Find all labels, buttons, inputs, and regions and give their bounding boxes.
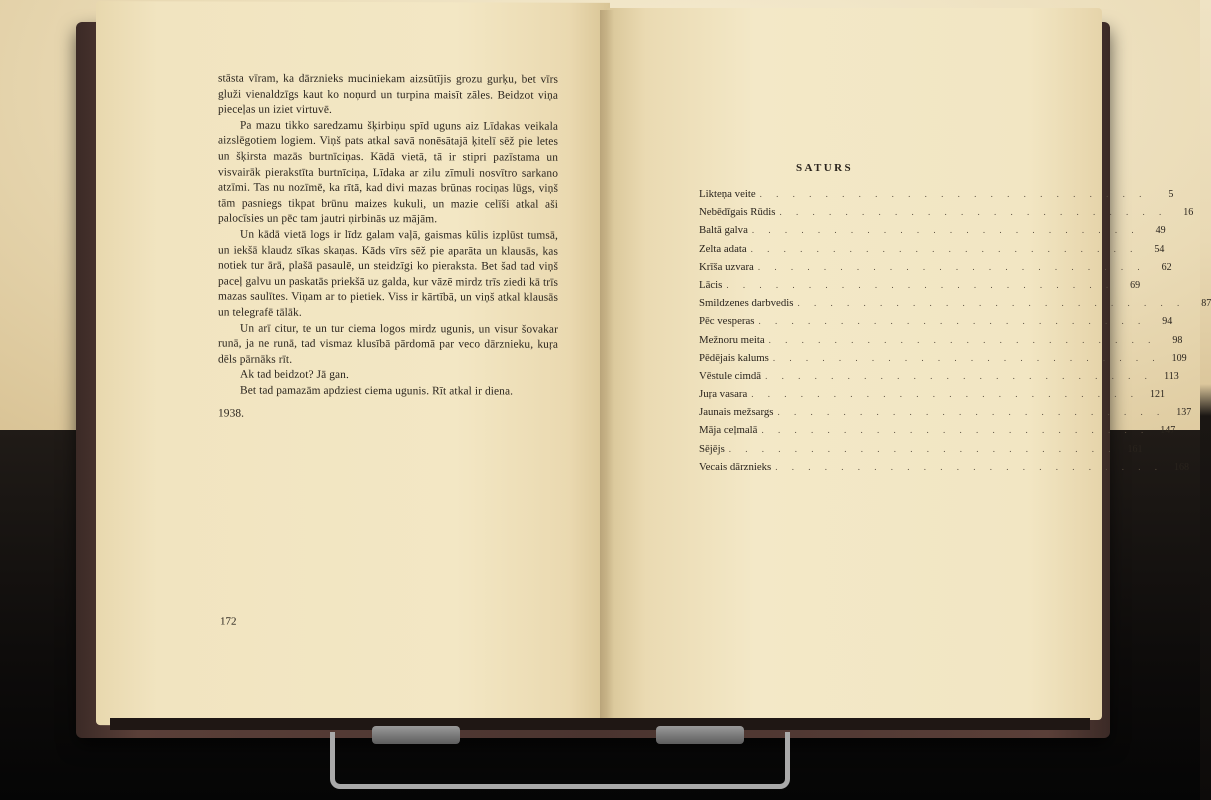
story-text <box>218 72 558 424</box>
toc-entry-title: Krīša uzvara <box>699 260 754 273</box>
toc-entry <box>699 460 1189 479</box>
toc-heading: SATURS <box>796 162 853 174</box>
toc-entry-title: Baltā galva <box>699 224 748 237</box>
toc-entry-title: Lācis <box>699 278 723 291</box>
toc-entry <box>699 442 1143 461</box>
paragraph: Bet tad pamazām apdziest ciema ugunis. Rīt atkal ir diena. <box>240 384 514 398</box>
toc-leader-dots: . . . . . . . . . . . . . . . . . . . . . . . . <box>761 425 1150 436</box>
toc-leader-dots: . . . . . . . . . . . . . . . . . . . . . . . . <box>726 279 1115 290</box>
toc-entry <box>699 351 1187 370</box>
toc-entry-title: Vēstule cimdā <box>699 369 762 382</box>
toc-entry-title: Likteņa veite <box>699 188 756 200</box>
toc-entry-page: 5 <box>1168 189 1174 200</box>
toc-entry-title: Vecais dārznieks <box>699 460 772 473</box>
toc-entry <box>699 406 1192 424</box>
toc-entry <box>699 388 1166 406</box>
book-gutter <box>600 10 614 722</box>
toc-entry-page: 121 <box>1150 389 1166 401</box>
toc-entry <box>699 297 1211 315</box>
right-page <box>606 8 1211 720</box>
toc-entry-page: 54 <box>1154 243 1165 255</box>
toc-entry-page: 168 <box>1174 461 1189 473</box>
toc-entry <box>699 188 1174 206</box>
toc-entry-page: 161 <box>1127 443 1143 455</box>
toc-leader-dots: . . . . . . . . . . . . . . . . . . . . . . . . <box>758 316 1147 327</box>
paragraph: stāsta vīram, ka dārznieks muciniekam aizsūtījis grozu gurķu, bet vīrs gluži vienaldzīgs kaut ko noņurd un turpina maisīt zāles. Beidzot viņa pieceļas un iziet virtuvē. <box>218 72 558 117</box>
toc-entry-title: Jaunais mežsargs <box>699 406 774 419</box>
stand-clip-left <box>372 726 460 744</box>
toc-leader-dots: . . . . . . . . . . . . . . . . . . . . . . . . <box>797 298 1186 309</box>
toc-entry-page: 137 <box>1176 407 1192 419</box>
toc-leader-dots: . . . . . . . . . . . . . . . . . . . . . . . . <box>777 407 1166 418</box>
toc-entry-title: Sējējs <box>699 442 725 455</box>
toc-leader-dots: . . . . . . . . . . . . . . . . . . . . . . . . <box>751 389 1140 400</box>
toc-entry-page: 69 <box>1130 279 1141 291</box>
toc-entry <box>699 333 1183 352</box>
toc-entry <box>699 206 1194 224</box>
toc-entry <box>699 260 1172 279</box>
paragraph: Un kādā vietā logs ir līdz galam vaļā, gaismas kūlis izplūst tumsā, un iekšā klaudz sīkas skaņas. Kāds vīrs sēž pie aparāta un klausās, kas notiek tur ārā, plašā pasaulē, un steidzīgi ko pieraksta. Bet šad tad viņš paceļ galvu un paskatās priekšā uz galda, kur vāzē mirdz trīs ziedi kā trīs mazas saulītes. Viņam ar to pietiek. Viss ir kārtībā, un viņš atkal klausās un telegrafē tālāk. <box>218 228 558 319</box>
toc-entry-title: Smildzenes darbvedis <box>699 297 794 310</box>
toc-entry-page: 87 <box>1201 298 1211 310</box>
toc-entry-page: 113 <box>1164 370 1179 382</box>
page-number: 172 <box>220 615 237 628</box>
toc-entry-page: 94 <box>1162 316 1173 328</box>
toc-leader-dots: . . . . . . . . . . . . . . . . . . . . . . . . <box>751 225 1140 236</box>
toc-entry-title: Māja ceļmalā <box>699 424 758 437</box>
toc-entry <box>699 315 1173 333</box>
toc-leader-dots: . . . . . . . . . . . . . . . . . . . . . . . . <box>779 207 1168 218</box>
paragraph: Pa mazu tikko saredzamu šķirbiņu spīd uguns aiz Līdakas veikala aizslēgotiem logiem. Viņš pats atkal savā nonēsātajā ķitelī sēž pie letes un šķirsta mazās burtnīciņas. Kādā vietā, tā ir stipri pazīstama un visvairāk pierakstīta burtnīciņa, Līdaka ar zilu zīmuli nosvītro sarkano atzīmi. Tas nu nozīmē, ka rītā, kad divi mazas brūnas rociņas lūgs, viņš tām pasniegs tikpat brūnu maizes kukuli, un mazie celīši atkal aši palocīsies un pēc tam jautri ņirbinās uz mājām. <box>218 119 558 226</box>
toc-entry-page: 98 <box>1172 334 1183 346</box>
toc-entry-title: Juŗa vasara <box>699 388 748 401</box>
toc-leader-dots: . . . . . . . . . . . . . . . . . . . . . . . . <box>728 443 1117 454</box>
toc-leader-dots: . . . . . . . . . . . . . . . . . . . . . . . . <box>757 261 1146 272</box>
paragraph: Ak tad beidzot? Jā gan. <box>240 368 349 382</box>
toc-entry-page: 109 <box>1171 352 1187 364</box>
toc-entry <box>699 369 1179 388</box>
paragraph: Un arī citur, te un tur ciema logos mirdz ugunis, un visur šovakar runā, ja ne runā, tad vismaz klusībā pārdomā par veco dārznieku, kuŗa dēls pārnāks rīt. <box>218 322 558 366</box>
toc-leader-dots: . . . . . . . . . . . . . . . . . . . . . . . . <box>775 461 1163 472</box>
left-page <box>96 1 610 727</box>
toc-entry-title: Pēdējais kalums <box>699 351 769 364</box>
year-line: 1938. <box>218 407 245 421</box>
stand-ledge <box>110 718 1090 730</box>
table-of-contents <box>699 188 1211 479</box>
toc-entry <box>699 224 1166 242</box>
toc-leader-dots: . . . . . . . . . . . . . . . . . . . . . . . . <box>750 243 1139 254</box>
toc-entry-page: 62 <box>1161 261 1172 273</box>
toc-leader-dots: . . . . . . . . . . . . . . . . . . . . . . . . <box>768 334 1157 345</box>
toc-entry-page: 147 <box>1160 425 1176 437</box>
toc-entry-page: 49 <box>1155 225 1166 237</box>
toc-entry-title: Zelta adata <box>699 242 747 255</box>
toc-entry-title: Pēc vesperas <box>699 315 755 328</box>
toc-entry <box>699 242 1165 261</box>
toc-leader-dots: . . . . . . . . . . . . . . . . . . . . . . . . <box>765 370 1153 381</box>
toc-leader-dots: . . . . . . . . . . . . . . . . . . . . . . . . <box>772 352 1161 363</box>
toc-entry <box>699 424 1176 442</box>
stand-clip-right <box>656 726 744 744</box>
toc-leader-dots: . . . . . . . . . . . . . . . . . . . . . . . . <box>759 189 1148 199</box>
toc-entry-page: 16 <box>1183 207 1194 219</box>
toc-entry-title: Nebēdīgais Rūdis <box>699 206 776 219</box>
toc-entry <box>699 278 1141 297</box>
toc-entry-title: Mežnoru meita <box>699 333 765 346</box>
